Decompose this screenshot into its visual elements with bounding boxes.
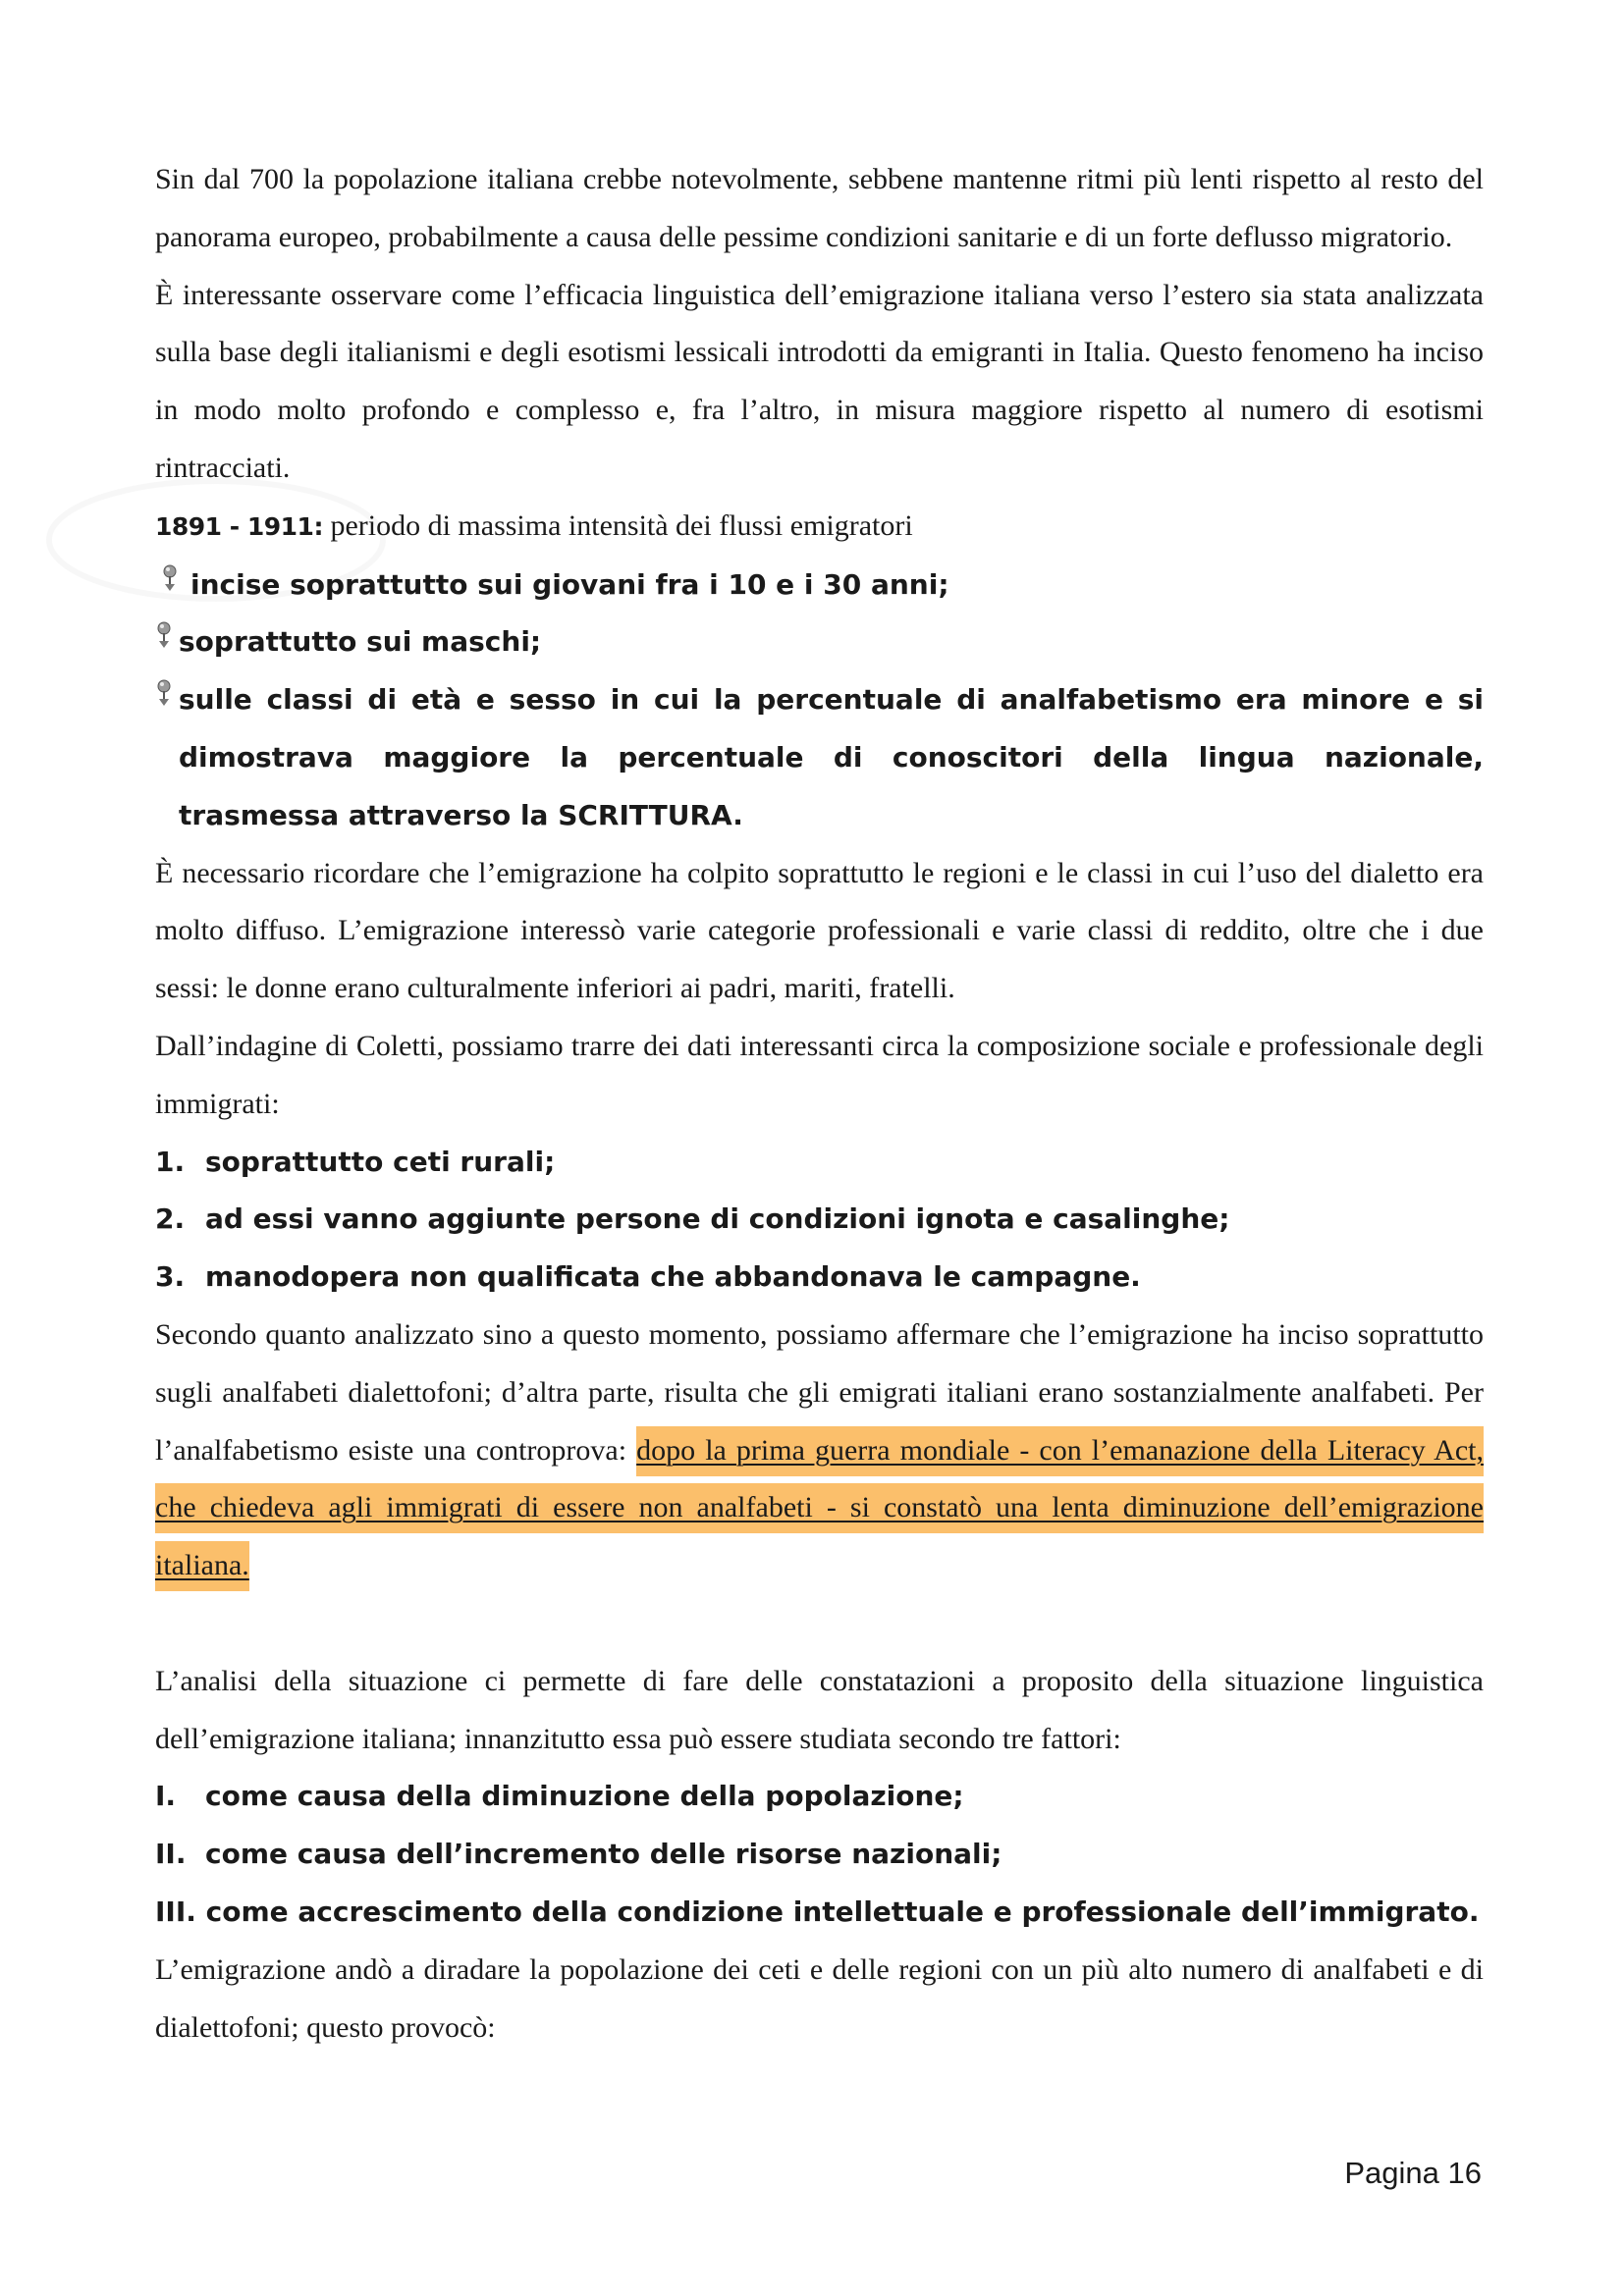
roman-list [155, 1768, 1484, 1941]
period-line [155, 498, 1484, 557]
pushpin-icon [155, 679, 173, 707]
paragraph: L’analisi della situazione ci permette di fare delle constatazioni a proposito della situazione linguistica dell’emigrazione italiana; innanzitutto essa può essere studiata secondo tre fattori: [155, 1664, 1484, 1755]
list-item-text: come causa della diminuzione della popolazione; [205, 1780, 964, 1813]
pushpin-icon [155, 621, 173, 649]
page-number: Pagina 16 [1344, 2156, 1482, 2190]
list-item [155, 1249, 1484, 1307]
list-item-number: II. [155, 1838, 187, 1871]
list-item-text: soprattutto sui maschi; [179, 625, 542, 659]
period-text: periodo di massima intensità dei flussi emigratori [322, 508, 913, 542]
list-item [155, 1191, 1484, 1249]
list-item-text: manodopera non qualificata che abbandonava le campagne. [205, 1260, 1141, 1294]
pushpin-icon [161, 564, 179, 592]
document-body [155, 151, 1484, 2056]
bullet-list [155, 557, 1484, 845]
paragraph: Dall’indagine di Coletti, possiamo trarre dei dati interessanti circa la composizione sociale e professionale degli immigrati: [155, 1029, 1484, 1120]
paragraph: L’emigrazione andò a diradare la popolazione dei ceti e delle regioni con un più alto numero di analfabeti e di dialettofoni; questo provocò: [155, 1952, 1484, 2044]
list-item [155, 1884, 1484, 1942]
list-item [155, 1768, 1484, 1826]
paragraph [155, 1307, 1484, 1595]
spacer [155, 1595, 1484, 1653]
list-item-text: sulle classi di età e sesso in cui la percentuale di analfabetismo era minore e si dimostrava maggiore la percentuale di conoscitori della lingua nazionale, trasmessa attraverso la SCRITTURA. [179, 683, 1484, 831]
list-item-number: I. [155, 1780, 177, 1813]
list-item [155, 671, 1484, 844]
paragraph: È interessante osservare come l’efficacia linguistica dell’emigrazione italiana verso l’estero sia stata analizzata sulla base degli italianismi e degli esotismi lessicali introdotti da emigranti in Italia. Questo fenomeno ha inciso in modo molto profondo e complesso e, fra l’altro, in misura maggiore rispetto al numero di esotismi rintracciati. [155, 278, 1484, 484]
list-item-number: 3. [155, 1260, 186, 1294]
highlighted-text: dopo la prima guerra mondiale - con l’emanazione della Literacy Act, che chiedeva agli immigrati di essere non analfabeti - si constatò una lenta diminuzione dell’emigrazione italiana. [155, 1426, 1484, 1592]
list-item-text: ad essi vanno aggiunte persone di condizioni ignota e casalinghe; [205, 1202, 1230, 1236]
paragraph: È necessario ricordare che l’emigrazione ha colpito soprattutto le regioni e le classi in cui l’uso del dialetto era molto diffuso. L’emigrazione interessò varie categorie professionali e varie classi di reddito, oltre che i due sessi: le donne erano culturalmente inferiori ai padri, mariti, fratelli. [155, 856, 1484, 1005]
list-item [155, 1134, 1484, 1192]
list-item [155, 557, 1484, 614]
paragraph: Sin dal 700 la popolazione italiana crebbe notevolmente, sebbene mantenne ritmi più lenti rispetto al resto del panorama europeo, probabilmente a causa delle pessime condizioni sanitarie e di un forte deflusso migratorio. [155, 163, 1484, 253]
list-item-text: come accrescimento della condizione intellettuale e professionale dell’immigrato. [205, 1895, 1480, 1928]
list-item-text: soprattutto ceti rurali; [205, 1145, 556, 1178]
list-item-number: III. [155, 1895, 196, 1928]
list-item-number: 1. [155, 1145, 186, 1178]
list-item-text: incise soprattutto sui giovani fra i 10 e i 30 anni; [190, 567, 949, 601]
period-label: 1891 - 1911: [155, 511, 323, 541]
list-item-number: 2. [155, 1202, 186, 1236]
list-item [155, 614, 1484, 671]
paragraph-text: Secondo quanto analizzato sino a questo momento, possiamo affermare che l’emigrazione ha inciso soprattutto sugli analfabeti dialettofoni; d’altra parte, risulta che gli emigrati italiani erano sostanzialmente analfabeti. Per l’analfabetismo esiste una controprova: [155, 1317, 1484, 1467]
list-item [155, 1826, 1484, 1884]
list-item-text: come causa dell’incremento delle risorse nazionali; [205, 1838, 1002, 1871]
numbered-list [155, 1134, 1484, 1307]
